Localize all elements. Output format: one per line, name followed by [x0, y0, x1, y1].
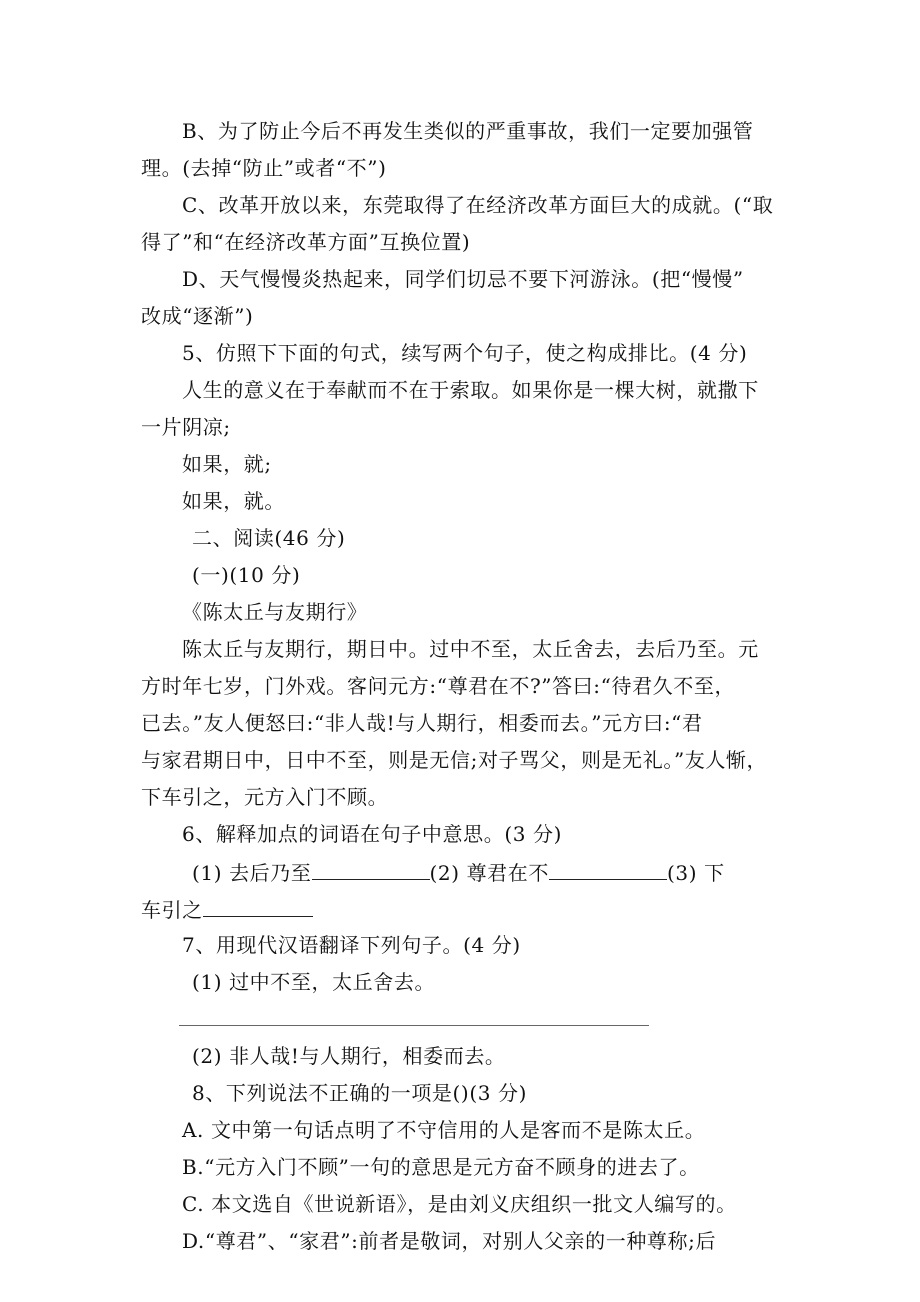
q5-example-line2: 一片阴凉; [141, 415, 231, 439]
q8-option-a: A. 文中第一句话点明了不守信用的人是客而不是陈太丘。 [182, 1118, 706, 1142]
passage-line1: 陈太丘与友期行，期日中。过中不至，太丘舍去，去后乃至。元 [182, 637, 759, 661]
section-heading-reading: 二、阅读(46 分) [192, 526, 346, 550]
option-b-line1: B、为了防止今后不再发生类似的严重事故，我们一定要加强管 [182, 119, 754, 143]
q5-example-line1: 人生的意义在于奉献而不在于索取。如果你是一棵大树，就撒下 [182, 378, 759, 402]
q6-part2-label: (2) 尊君在不 [429, 861, 549, 885]
q7-item-1: (1) 过中不至，太丘舍去。 [192, 970, 436, 994]
q7-answer-line[interactable] [141, 1001, 791, 1038]
q7-item-2: (2) 非人哉!与人期行，相委而去。 [192, 1044, 506, 1068]
q6-blank-3[interactable] [203, 890, 313, 917]
option-b-line2: 理。(去掉“防止”或者“不”) [141, 156, 387, 180]
q6-blank-2[interactable] [549, 853, 667, 880]
passage-line2: 方时年七岁，门外戏。客问元方:“尊君在不?”答曰:“待君久不至， [141, 674, 736, 698]
q6-part3-label: (3) 下 [667, 861, 725, 885]
q8-option-c: C. 本文选自《世说新语》，是由刘义庆组织一批文人编写的。 [182, 1192, 737, 1216]
question-7: 7、用现代汉语翻译下列句子。(4 分) [182, 933, 521, 957]
option-c-line2: 得了”和“在经济改革方面”互换位置) [141, 230, 471, 254]
q8-option-b: B.“元方入门不顾”一句的意思是元方奋不顾身的进去了。 [182, 1155, 700, 1179]
passage-line3: 已去。”友人便怒曰:“非人哉!与人期行，相委而去。”元方曰:“君 [141, 711, 703, 735]
q6-blanks-line1 [141, 853, 791, 890]
q6-blank-1[interactable] [312, 853, 430, 880]
passage-line5: 下车引之，元方入门不顾。 [141, 785, 389, 809]
option-d-line2: 改成“逐渐”) [141, 304, 254, 328]
question-6: 6、解释加点的词语在句子中意思。(3 分) [182, 822, 563, 846]
subsection-heading-1: (一)(10 分) [192, 563, 301, 587]
q6-blanks-line2 [141, 890, 791, 927]
question-5: 5、仿照下下面的句式，续写两个句子，使之构成排比。(4 分) [182, 341, 748, 365]
answer-rule [179, 1025, 649, 1026]
document-body [141, 113, 791, 1260]
q6-part4-label: 车引之 [141, 898, 203, 922]
q6-part1-label: (1) 去后乃至 [192, 861, 312, 885]
passage-title: 《陈太丘与友期行》 [182, 600, 368, 624]
q5-answer-1: 如果，就; [182, 452, 272, 476]
q5-answer-2: 如果，就。 [182, 489, 285, 513]
passage-line4: 与家君期日中，日中不至，则是无信;对子骂父，则是无礼。”友人惭， [141, 748, 768, 772]
option-c-line1: C、改革开放以来，东莞取得了在经济改革方面巨大的成就。(“取 [182, 193, 774, 217]
option-d-line1: D、天气慢慢炎热起来，同学们切忌不要下河游泳。(把“慢慢” [182, 267, 744, 291]
question-8: 8、下列说法不正确的一项是()(3 分) [192, 1081, 528, 1105]
q8-option-d: D.“尊君”、“家君”:前者是敬词，对别人父亲的一种尊称;后 [182, 1229, 717, 1253]
